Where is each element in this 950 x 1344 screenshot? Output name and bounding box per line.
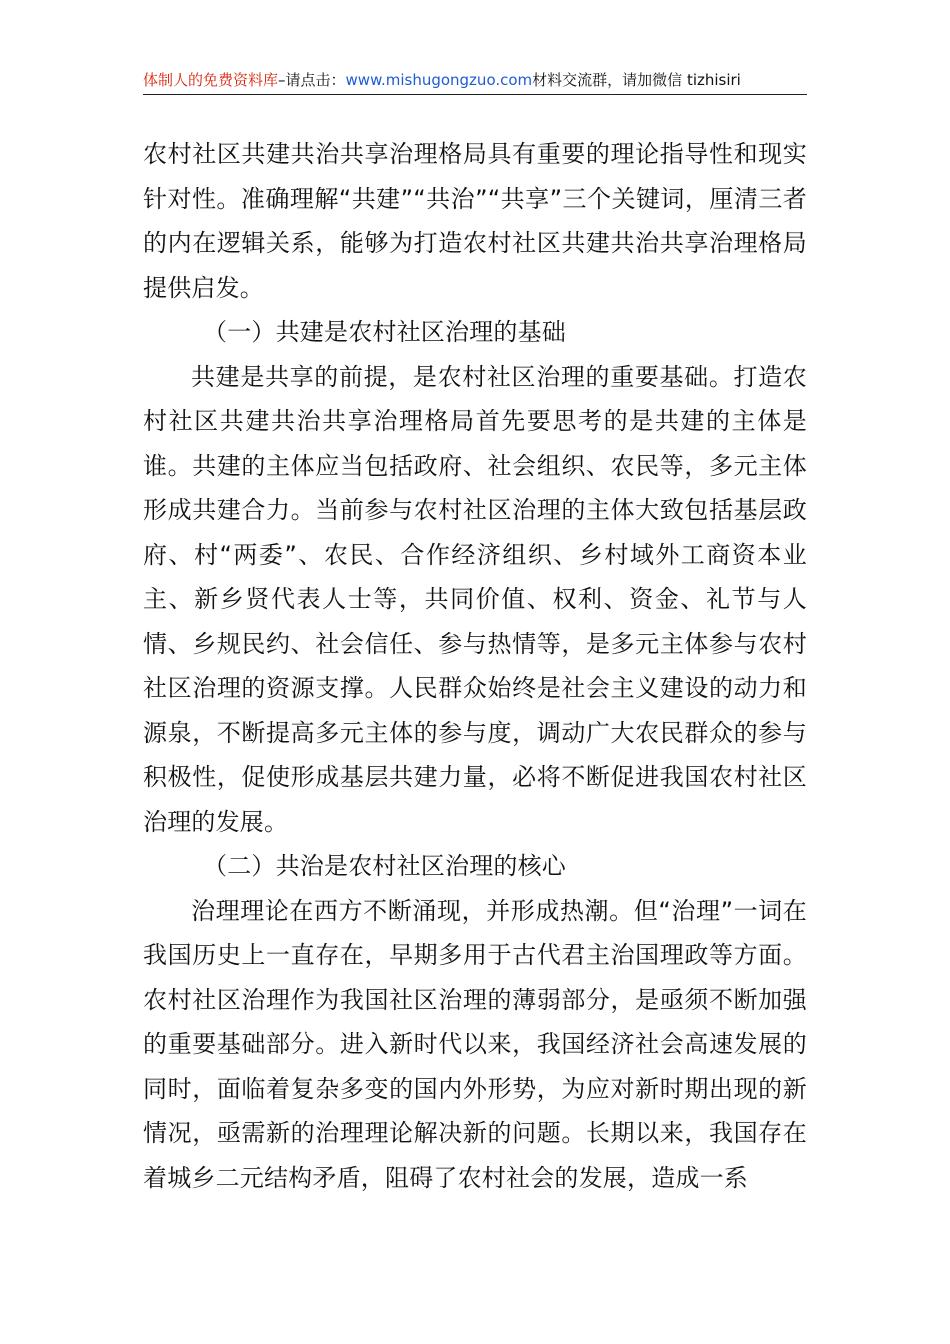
section-2-paragraph: 治理理论在西方不断涌现，并形成热潮。但“治理”一词在我国历史上一直存在，早期多用于古代君主治国理政等方面。农村社区治理作为我国社区治理的薄弱部分，是亟须不断加强的重要基础部分。进入新时代以来，我国经济社会高速发展的同时，面临着复杂多变的国内外形势，为应对新时期出现的新情况，亟需新的治理理论解决新的问题。长期以来，我国存在着城乡二元结构矛盾，阻碍了农村社会的发展，造成一系 bbox=[143, 896, 807, 1192]
header-separator: –请点击： bbox=[278, 71, 346, 89]
header-website-link[interactable]: www.mishugongzuo.com bbox=[345, 71, 533, 89]
header-contact-info: 材料交流群，请加微信 tizhisiri bbox=[532, 71, 741, 89]
document-body bbox=[143, 132, 807, 1200]
header-brand: 体制人的免费资料库 bbox=[143, 71, 279, 89]
section-1-paragraph: 共建是共享的前提，是农村社区治理的重要基础。打造农村社区共建共治共享治理格局首先要思考的是共建的主体是谁。共建的主体应当包括政府、社会组织、农民等，多元主体形成共建合力。当前参与农村社区治理的主体大致包括基层政府、村“两委”、农民、合作经济组织、乡村域外工商资本业主、新乡贤代表人士等，共同价值、权利、资金、礼节与人情、乡规民约、社会信任、参与热情等，是多元主体参与农村社区治理的资源支撑。人民群众始终是社会主义建设的动力和源泉，不断提高多元主体的参与度，调动广大农民群众的参与积极性，促使形成基层共建力量，必将不断促进我国农村社区治理的发展。 bbox=[143, 362, 807, 836]
intro-paragraph: 农村社区共建共治共享治理格局具有重要的理论指导性和现实针对性。准确理解“共建”“共治”“共享”三个关键词，厘清三者的内在逻辑关系，能够为打造农村社区共建共治共享治理格局提供启发。 bbox=[143, 140, 807, 302]
page-header bbox=[143, 66, 807, 95]
section-heading-2: （二）共治是农村社区治理的核心 bbox=[203, 852, 566, 880]
section-heading-1: （一）共建是农村社区治理的基础 bbox=[203, 318, 566, 346]
